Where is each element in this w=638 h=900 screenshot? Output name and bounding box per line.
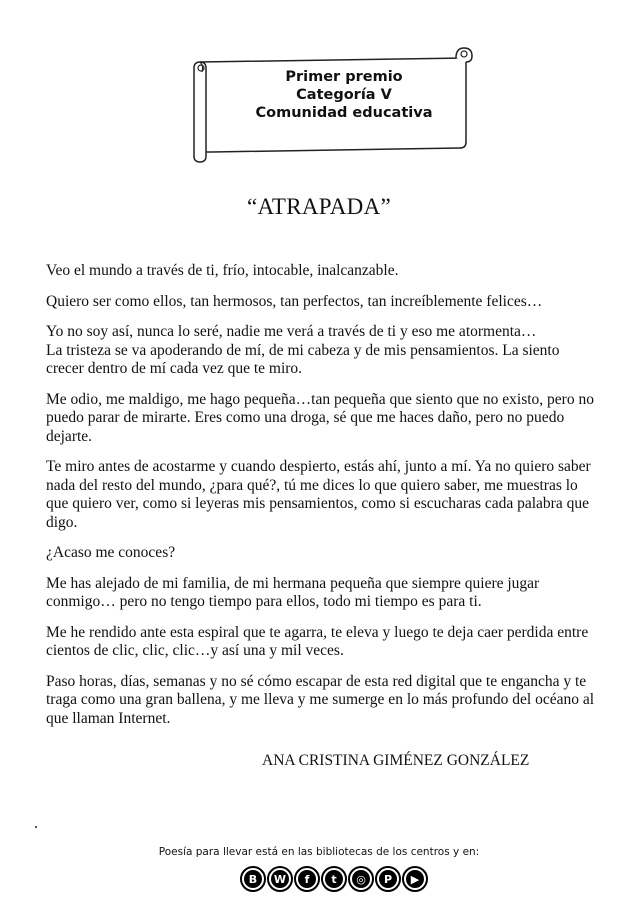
youtube-icon-glyph: ▶ [406, 870, 424, 888]
poem-line: Me odio, me maldigo, me hago pequeña…tan pequeña que siento que no existo, pero no puedo parar de mirarte. Eres como una droga, sé que me haces daño, pero no puedo dejarte. [46, 390, 594, 445]
award-text [214, 68, 474, 122]
facebook-icon-glyph: f [298, 870, 316, 888]
award-prize: Primer premio [285, 69, 403, 85]
poem-line: Veo el mundo a través de ti, frío, intocable, inalcanzable. [46, 262, 399, 279]
facebook-icon[interactable] [294, 866, 320, 892]
poem-author: ANA CRISTINA GIMÉNEZ GONZÁLEZ [262, 752, 530, 769]
wordpress-icon[interactable] [267, 866, 293, 892]
blogger-icon-glyph: B [244, 870, 262, 888]
pinterest-icon[interactable] [375, 866, 401, 892]
poem-line: Me has alejado de mi familia, de mi hermana pequeña que siempre quiere jugar conmigo… pero no tengo tiempo para ellos, todo mi tiempo es para ti. [46, 574, 540, 610]
poem-body [46, 262, 596, 740]
poem-paragraph [46, 624, 596, 661]
poem-paragraph [46, 262, 596, 281]
poem-paragraph [46, 323, 596, 379]
award-scroll-banner [190, 44, 474, 164]
twitter-icon[interactable] [321, 866, 347, 892]
poem-line: ¿Acaso me conoces? [46, 544, 176, 561]
instagram-icon[interactable] [348, 866, 374, 892]
award-category: Categoría V [296, 87, 392, 103]
poem-paragraph [46, 391, 596, 447]
poem-paragraph [46, 673, 596, 729]
poem-line: Paso horas, días, semanas y no sé cómo escapar de esta red digital que te engancha y te traga como una gran ballena, y me lleva y me sumerge en lo más profundo del océano al que llaman Internet. [46, 672, 595, 727]
youtube-icon[interactable] [402, 866, 428, 892]
poem-title: “ATRAPADA” [247, 194, 391, 219]
poem-paragraph [46, 293, 596, 312]
instagram-icon-glyph: ◎ [352, 870, 370, 888]
poem-paragraph [46, 575, 596, 612]
poem-paragraph [46, 458, 596, 532]
twitter-icon-glyph: t [325, 870, 343, 888]
social-icons-row [240, 866, 428, 894]
poem-line: Me he rendido ante esta espiral que te agarra, te eleva y luego te deja caer perdida entre cientos de clic, clic, clic…y así una y mil veces. [46, 623, 589, 659]
pinterest-icon-glyph: P [379, 870, 397, 888]
poem-line: Quiero ser como ellos, tan hermosos, tan perfectos, tan increíblemente felices… [46, 292, 543, 310]
poem-line: Yo no soy así, nunca lo seré, nadie me verá a través de ti y eso me atormenta… [46, 323, 537, 340]
blogger-icon[interactable] [240, 866, 266, 892]
footer-text: Poesía para llevar está en las bibliotecas de los centros y en: [158, 846, 480, 858]
poem-line: Te miro antes de acostarme y cuando despierto, estás ahí, junto a mí. Ya no quiero saber nada del resto del mundo, ¿para qué?, tú me dices lo que quiero saber, me muestras lo que quiero ver, como si leyeras mis pensamientos, como si escucharas cada palabra que digo. [46, 458, 591, 531]
stray-dot [35, 826, 37, 828]
poem-line: La tristeza se va apoderando de mí, de mi cabeza y de mis pensamientos. La siento crecer dentro de mí cada vez que te miro. [46, 341, 560, 377]
award-community: Comunidad educativa [255, 105, 433, 121]
wordpress-icon-glyph: W [271, 870, 289, 888]
poem-paragraph [46, 544, 596, 563]
